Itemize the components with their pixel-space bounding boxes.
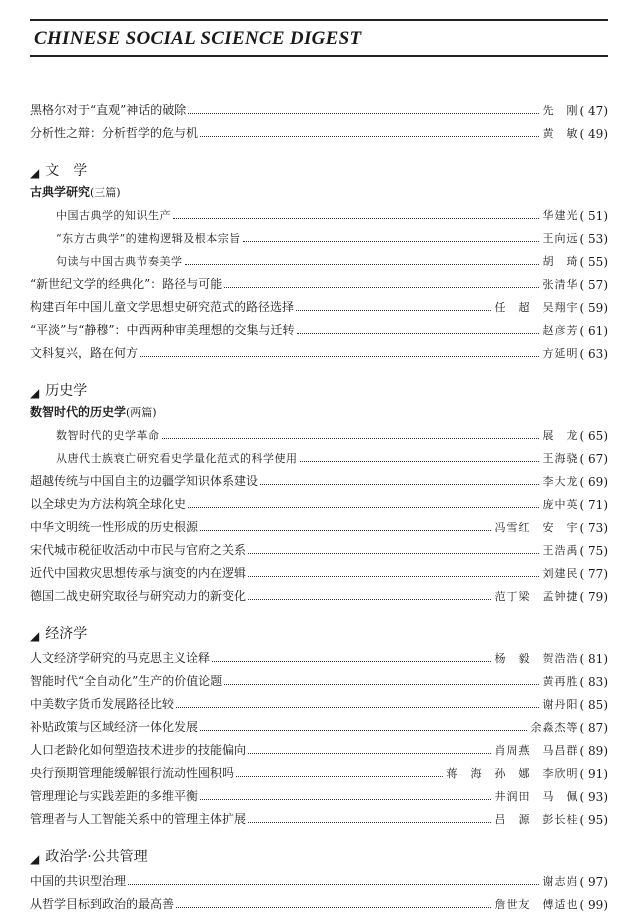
dot-leader — [200, 136, 539, 137]
article-title[interactable]: “新世纪文学的经典化”：路径与可能 — [30, 277, 223, 291]
article-authors: 赵彦芳 — [542, 324, 579, 337]
article-group-heading — [30, 400, 608, 420]
article-title[interactable]: 德国二战史研究取径与研究动力的新变化 — [30, 589, 247, 603]
page-number: ( 69) — [579, 475, 608, 489]
section-heading — [30, 617, 608, 643]
page-number: ( 59) — [579, 301, 608, 315]
toc-entry[interactable] — [30, 735, 608, 758]
dot-leader — [200, 530, 491, 531]
article-authors: 展 龙 — [542, 429, 579, 442]
toc-entry[interactable] — [30, 420, 608, 443]
article-authors: 冯雪红 安 宇 — [494, 521, 579, 534]
article-title[interactable]: “东方古典学”的建构逻辑及根本宗旨 — [56, 232, 241, 245]
page-number: ( 89) — [579, 744, 608, 758]
dot-leader — [200, 730, 527, 731]
page-number: ( 99) — [579, 898, 608, 912]
dot-leader — [260, 484, 539, 485]
page-number: ( 79) — [579, 590, 608, 604]
dot-leader — [128, 884, 539, 885]
toc-entry[interactable] — [30, 338, 608, 361]
article-title[interactable]: 数智时代的史学革命 — [56, 429, 160, 442]
page-number: ( 57) — [579, 278, 608, 292]
toc-entry[interactable] — [30, 466, 608, 489]
page-number: ( 63) — [579, 347, 608, 361]
article-authors: 王浩禹 — [542, 544, 579, 557]
article-title[interactable]: 超越传统与中国自主的边疆学知识体系建设 — [30, 474, 259, 488]
article-title[interactable]: 构建百年中国儿童文学思想史研究范式的路径选择 — [30, 300, 295, 314]
page-number: ( 81) — [579, 652, 608, 666]
article-authors: 范丁梁 孟钟捷 — [494, 590, 579, 603]
article-authors: 胡 琦 — [542, 255, 579, 268]
dot-leader — [248, 599, 491, 600]
dot-leader — [188, 507, 539, 508]
article-title[interactable]: 近代中国救灾思想传承与演变的内在逻辑 — [30, 566, 247, 580]
article-authors: 黄再胜 — [542, 675, 579, 688]
article-authors: 刘建民 — [542, 567, 579, 580]
toc-entry[interactable] — [30, 200, 608, 223]
toc-entry[interactable] — [30, 292, 608, 315]
article-title[interactable]: “平淡”与“静穆”：中西两种审美理想的交集与迁转 — [30, 323, 295, 337]
dot-leader — [248, 553, 539, 554]
group-title: 数智时代的历史学 — [30, 405, 127, 419]
dot-leader — [224, 287, 538, 288]
group-title: 古典学研究 — [30, 185, 91, 199]
article-title[interactable]: 分析性之辩：分析哲学的危与机 — [30, 126, 199, 140]
article-authors: 先 刚 — [542, 104, 579, 117]
article-title[interactable]: 文科复兴，路在何方 — [30, 346, 139, 360]
article-title[interactable]: 以全球史为方法构筑全球化史 — [30, 497, 187, 511]
journal-title: CHINESE SOCIAL SCIENCE DIGEST — [34, 28, 362, 49]
article-authors: 肖周燕 马昌群 — [494, 744, 579, 757]
article-title[interactable]: 从哲学目标到政治的最高善 — [30, 897, 175, 911]
page-number: ( 73) — [579, 521, 608, 535]
table-of-contents — [30, 95, 608, 912]
dot-leader — [176, 707, 539, 708]
toc-entry[interactable] — [30, 246, 608, 269]
article-authors: 王海骁 — [542, 452, 579, 465]
article-authors: 张清华 — [542, 278, 579, 291]
section-title: 政治学·公共管理 — [45, 849, 148, 865]
toc-entry[interactable] — [30, 666, 608, 689]
article-title[interactable]: 句读与中国古典节奏美学 — [56, 255, 183, 268]
toc-entry[interactable] — [30, 443, 608, 466]
toc-entry[interactable] — [30, 315, 608, 338]
dot-leader — [300, 461, 539, 462]
article-authors: 杨 毅 贺浩浩 — [494, 652, 579, 665]
article-title[interactable]: 人文经济学研究的马克思主义诠释 — [30, 651, 211, 665]
toc-entry[interactable] — [30, 512, 608, 535]
dot-leader — [173, 218, 539, 219]
article-authors: 谢丹阳 — [542, 698, 579, 711]
page-number: ( 67) — [579, 452, 608, 466]
dot-leader — [200, 799, 491, 800]
section-title: 文 学 — [45, 163, 88, 179]
page-number: ( 85) — [579, 698, 608, 712]
section-title: 历史学 — [45, 383, 88, 399]
toc-entry[interactable] — [30, 758, 608, 781]
article-authors: 王向远 — [542, 232, 579, 245]
section-title: 经济学 — [45, 626, 88, 642]
dot-leader — [212, 661, 491, 662]
article-title[interactable]: 智能时代“全自动化”生产的价值论题 — [30, 674, 223, 688]
section-heading — [30, 840, 608, 866]
toc-entry[interactable] — [30, 535, 608, 558]
dot-leader — [297, 333, 539, 334]
article-group-heading — [30, 180, 608, 200]
article-authors: 黄 敏 — [542, 127, 579, 140]
toc-entry[interactable] — [30, 866, 608, 889]
dot-leader — [224, 684, 538, 685]
toc-entry[interactable] — [30, 643, 608, 666]
dot-leader — [162, 438, 539, 439]
article-authors: 井润田 马 佩 — [494, 790, 579, 803]
page-number: ( 95) — [579, 813, 608, 827]
article-title[interactable]: 人口老龄化如何塑造技术进步的技能偏向 — [30, 743, 247, 757]
toc-entry[interactable] — [30, 558, 608, 581]
dot-leader — [176, 907, 491, 908]
triangle-marker-icon: ◢ — [30, 629, 40, 643]
page-number: ( 97) — [579, 875, 608, 889]
toc-entry[interactable] — [30, 269, 608, 292]
article-authors: 吕 源 彭长桂 — [494, 813, 579, 826]
page-number: ( 47) — [579, 104, 608, 118]
article-authors: 任 超 吴翔宇 — [494, 301, 579, 314]
page-number: ( 51) — [579, 209, 608, 223]
page-number: ( 53) — [579, 232, 608, 246]
page-number: ( 77) — [579, 567, 608, 581]
article-authors: 谢志岿 — [542, 875, 579, 888]
article-title[interactable]: 中华文明统一性形成的历史根源 — [30, 520, 199, 534]
dot-leader — [243, 241, 539, 242]
toc-entry[interactable] — [30, 712, 608, 735]
article-title[interactable]: 黑格尔对于“直观”神话的破除 — [30, 103, 187, 117]
toc-entry[interactable] — [30, 118, 608, 141]
article-title[interactable]: 中美数字货币发展路径比较 — [30, 697, 175, 711]
group-count-note: (三篇) — [90, 186, 121, 199]
article-authors: 余淼杰等 — [530, 721, 579, 734]
toc-entry[interactable] — [30, 95, 608, 118]
article-title[interactable]: 央行预期管理能缓解银行流动性囤积吗 — [30, 766, 235, 780]
dot-leader — [248, 576, 539, 577]
toc-entry[interactable] — [30, 489, 608, 512]
page-number: ( 91) — [579, 767, 608, 781]
article-title[interactable]: 从唐代士族衰亡研究看史学量化范式的科学使用 — [56, 452, 298, 465]
article-title[interactable]: 管理者与人工智能关系中的管理主体扩展 — [30, 812, 247, 826]
page-number: ( 49) — [579, 127, 608, 141]
dot-leader — [248, 822, 491, 823]
page-number: ( 61) — [579, 324, 608, 338]
article-title[interactable]: 中国古典学的知识生产 — [56, 209, 171, 222]
header-bottom-rule — [30, 55, 608, 57]
triangle-marker-icon: ◢ — [30, 166, 40, 180]
page-number: ( 75) — [579, 544, 608, 558]
triangle-marker-icon: ◢ — [30, 852, 40, 866]
article-authors: 华建光 — [542, 209, 579, 222]
triangle-marker-icon: ◢ — [30, 386, 40, 400]
page-number: ( 65) — [579, 429, 608, 443]
article-authors: 李大龙 — [542, 475, 579, 488]
article-title[interactable]: 宋代城市税征收活动中市民与官府之关系 — [30, 543, 247, 557]
dot-leader — [185, 264, 539, 265]
toc-entry[interactable] — [30, 689, 608, 712]
page-number: ( 83) — [579, 675, 608, 689]
toc-entry[interactable] — [30, 804, 608, 827]
section-heading — [30, 154, 608, 180]
journal-header — [30, 14, 608, 56]
article-authors: 蒋 海 孙 娜 李欣明 — [446, 767, 579, 780]
toc-entry[interactable] — [30, 581, 608, 604]
article-title[interactable]: 补贴政策与区域经济一体化发展 — [30, 720, 199, 734]
page-number: ( 93) — [579, 790, 608, 804]
article-title[interactable]: 中国的共识型治理 — [30, 874, 127, 888]
group-count-note: (两篇) — [126, 406, 157, 419]
toc-entry[interactable] — [30, 223, 608, 246]
dot-leader — [188, 113, 538, 114]
article-authors: 詹世友 傅适也 — [494, 898, 579, 911]
dot-leader — [236, 776, 443, 777]
article-authors: 方延明 — [542, 347, 579, 360]
dot-leader — [248, 753, 491, 754]
header-top-rule — [30, 19, 608, 21]
dot-leader — [296, 310, 491, 311]
article-title[interactable]: 管理理论与实践差距的多维平衡 — [30, 789, 199, 803]
page-number: ( 71) — [579, 498, 608, 512]
section-heading — [30, 374, 608, 400]
article-authors: 庞中英 — [542, 498, 579, 511]
page-number: ( 87) — [579, 721, 608, 735]
dot-leader — [140, 356, 539, 357]
toc-entry[interactable] — [30, 781, 608, 804]
page-number: ( 55) — [579, 255, 608, 269]
